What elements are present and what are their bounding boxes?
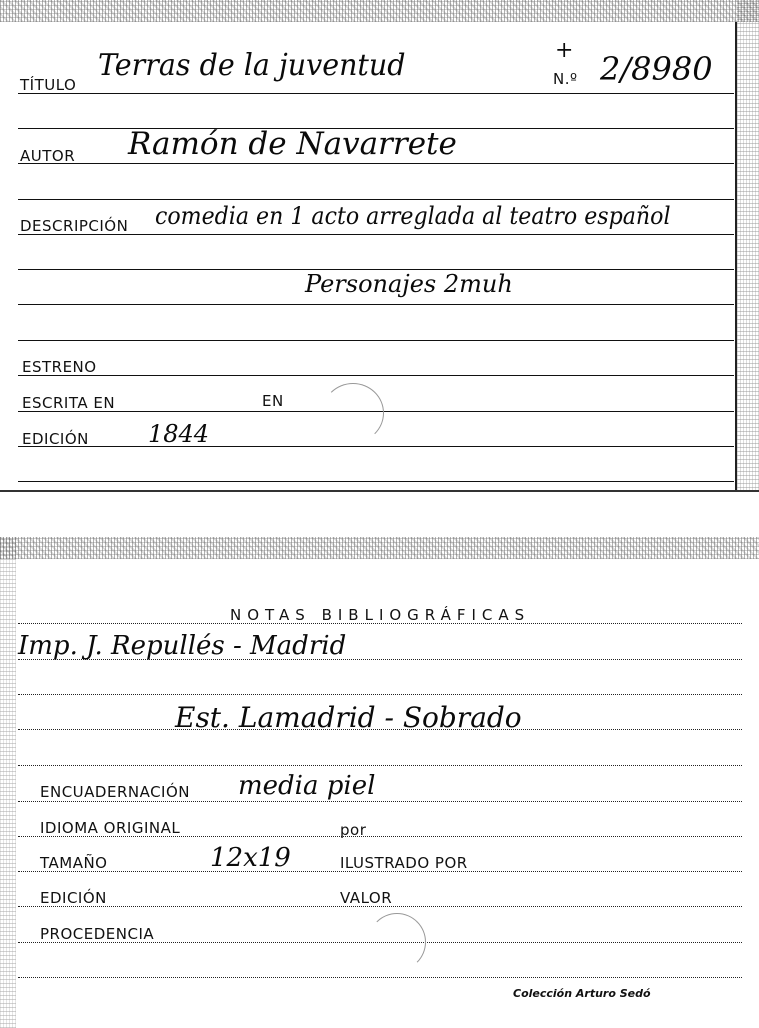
ruled-line: [18, 340, 734, 341]
numero-mark: +: [555, 38, 574, 63]
note-establecimiento: Est. Lamadrid - Sobrado: [175, 701, 522, 734]
edicion-value: 1844: [148, 420, 210, 448]
ruled-line: [18, 481, 734, 482]
note-imprenta: Imp. J. Repullés - Madrid: [18, 631, 347, 661]
ruled-line: [18, 93, 734, 94]
faded-stamp: [322, 383, 384, 443]
card-edge-texture: [0, 537, 16, 1028]
autor-value: Ramón de Navarrete: [128, 126, 457, 162]
descripcion-value: comedia en 1 acto arreglada al teatro español: [155, 202, 671, 230]
card-edge-texture: [0, 0, 759, 22]
numero-value: 2/8980: [600, 50, 713, 88]
ruled-line: [18, 694, 742, 695]
encuadernacion-label: ENCUADERNACIÓN: [40, 783, 191, 801]
autor-label: AUTOR: [20, 147, 76, 165]
card-edge-texture: [0, 537, 759, 559]
collection-footer: Colección Arturo Sedó: [513, 987, 651, 1000]
encuadernacion-value: media piel: [238, 771, 376, 801]
ruled-line: [18, 304, 734, 305]
ruled-line: [18, 199, 734, 200]
ruled-line: [18, 977, 742, 978]
por-label: por: [340, 821, 367, 839]
escrita-en-label: ESCRITA EN: [22, 394, 116, 412]
ruled-line: [18, 765, 742, 766]
notas-bibliograficas-heading: NOTAS BIBLIOGRÁFICAS: [230, 606, 531, 624]
titulo-value: Terras de la juventud: [98, 48, 406, 83]
ruled-line: [18, 375, 734, 376]
faded-stamp: [368, 913, 426, 971]
titulo-label: TÍTULO: [20, 76, 77, 94]
descripcion-label: DESCRIPCIÓN: [20, 217, 129, 235]
tamano-label: TAMAÑO: [40, 854, 108, 872]
edicion-label: EDICIÓN: [40, 889, 107, 907]
ruled-line: [18, 163, 734, 164]
tamano-value: 12x19: [210, 843, 291, 873]
catalog-card-front: [0, 0, 759, 492]
numero-label: N.º: [553, 70, 578, 88]
estreno-label: ESTRENO: [22, 358, 97, 376]
ruled-line: [18, 446, 734, 447]
idioma-original-label: IDIOMA ORIGINAL: [40, 819, 181, 837]
edicion-label: EDICIÓN: [22, 430, 89, 448]
card-edge-texture: [737, 0, 759, 492]
card-border: [0, 490, 759, 492]
valor-label: VALOR: [340, 889, 393, 907]
card-border: [735, 22, 737, 492]
ruled-line: [18, 801, 742, 802]
procedencia-label: PROCEDENCIA: [40, 925, 155, 943]
descripcion-value-line2: Personajes 2muh: [305, 270, 513, 298]
en-label: EN: [262, 392, 284, 410]
ilustrado-por-label: ILUSTRADO POR: [340, 854, 468, 872]
catalog-card-back: [0, 537, 759, 1028]
